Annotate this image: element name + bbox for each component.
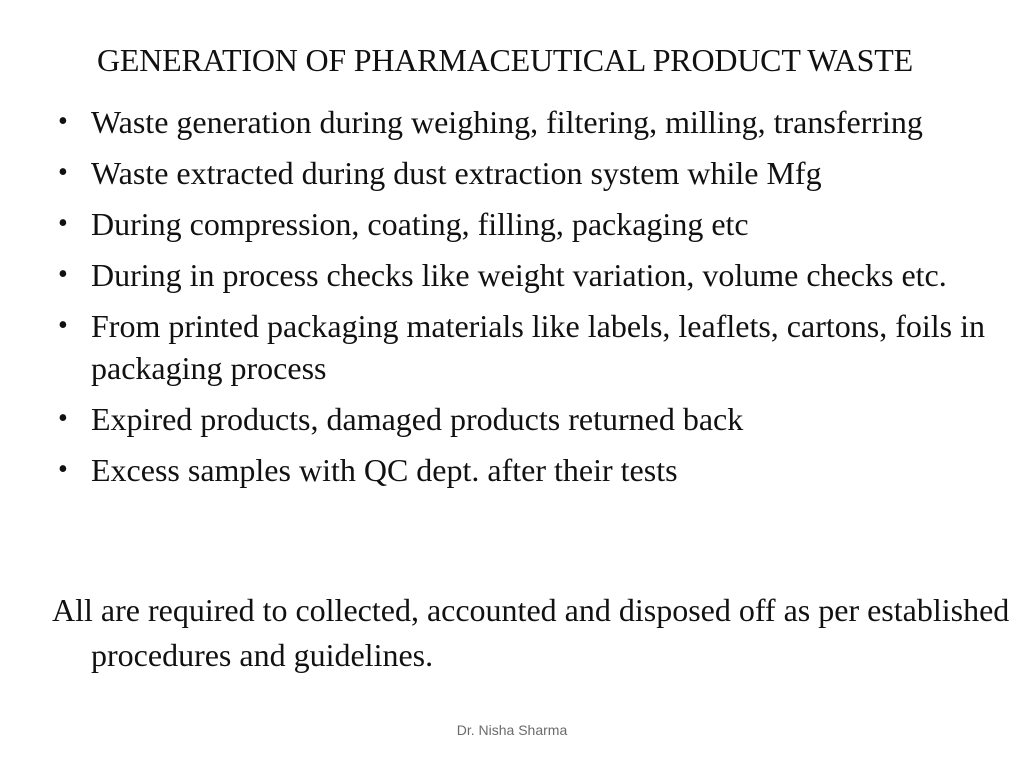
bullet-dot-icon: • xyxy=(58,310,68,341)
bullet-list xyxy=(52,101,1002,500)
bullet-dot-icon: • xyxy=(58,259,68,290)
bullet-text: During compression, coating, filling, packaging etc xyxy=(91,206,749,242)
bullet-text: Expired products, damaged products returned back xyxy=(91,401,744,437)
bullet-text: Waste extracted during dust extraction system while Mfg xyxy=(91,155,822,191)
bullet-item xyxy=(52,449,1002,491)
bullet-dot-icon: • xyxy=(58,454,68,485)
bullet-dot-icon: • xyxy=(58,403,68,434)
slide-title: GENERATION OF PHARMACEUTICAL PRODUCT WASTE xyxy=(97,42,913,78)
bullet-text: From printed packaging materials like labels, leaflets, cartons, foils in packaging process xyxy=(91,308,985,386)
bullet-item xyxy=(52,398,1002,440)
bullet-item xyxy=(52,101,1002,143)
bullet-dot-icon: • xyxy=(58,106,68,137)
bullet-text: Waste generation during weighing, filtering, milling, transferring xyxy=(91,104,923,140)
bullet-dot-icon: • xyxy=(58,157,68,188)
bullet-text: During in process checks like weight variation, volume checks etc. xyxy=(91,257,947,293)
bullet-dot-icon: • xyxy=(58,208,68,239)
summary-paragraph: All are required to collected, accounted and disposed off as per established procedures and guidelines. xyxy=(52,592,1010,673)
bullet-item xyxy=(52,305,1002,389)
bullet-item xyxy=(52,152,1002,194)
footer-author: Dr. Nisha Sharma xyxy=(456,722,568,738)
bullet-item xyxy=(52,203,1002,245)
bullet-item xyxy=(52,254,1002,296)
bullet-text: Excess samples with QC dept. after their tests xyxy=(91,452,678,488)
